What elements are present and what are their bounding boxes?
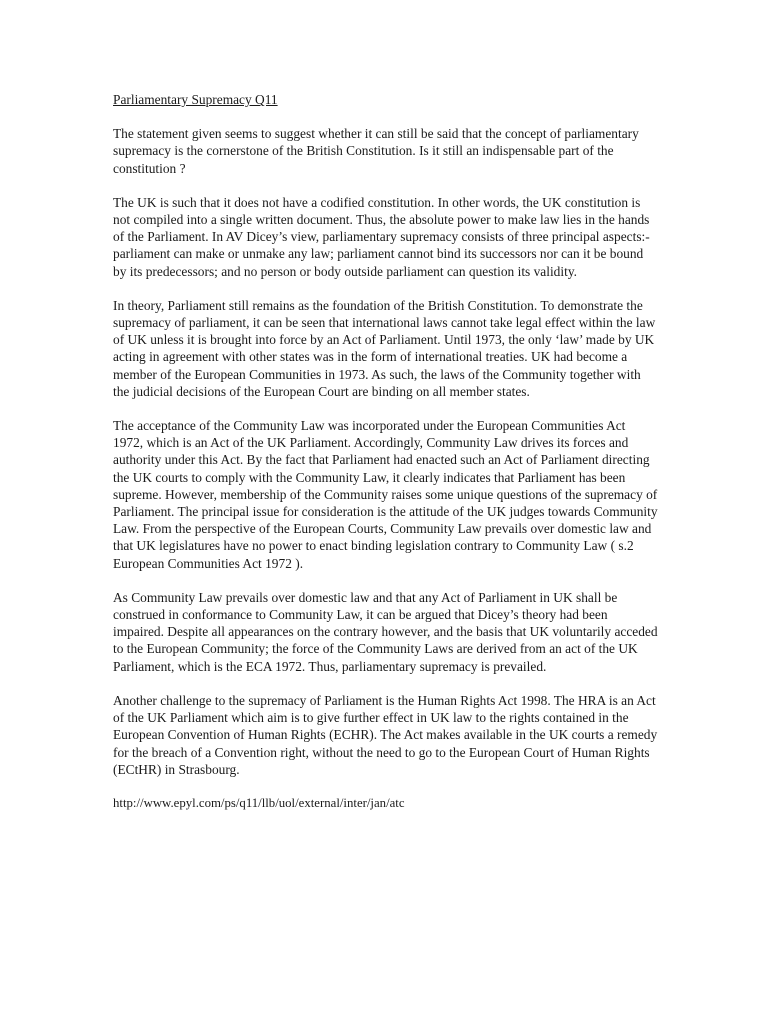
paragraph-dicey-view: The UK is such that it does not have a codified constitution. In other words, the UK constitution is not compiled into a single written document. Thus, the absolute power to make law lies in the hands of the Parliament. In AV Dicey’s view, parliamentary supremacy consists of three principal aspects:- parliament can make or unmake any law; parliament cannot bind its successors nor can it be bound by its predecessors; and no person or body outside parliament can question its validity.	[113, 194, 650, 279]
document-body	[113, 91, 658, 812]
source-url: http://www.epyl.com/ps/q11/llb/uol/external/inter/jan/atc	[113, 795, 405, 810]
paragraph-dicey-impaired: As Community Law prevails over domestic law and that any Act of Parliament in UK shall be construed in conformance to Community Law, it can be argued that Dicey’s theory had been impaired. Despite all appearances on the contrary however, and the basis that UK voluntarily acceded to the European Community; the force of the Community Laws are derived from an act of the UK Parliament, which is the ECA 1972. Thus, parliamentary supremacy is prevailed.	[113, 589, 658, 674]
paragraph-theory: In theory, Parliament still remains as the foundation of the British Constitution. To demonstrate the supremacy of parliament, it can be seen that international laws cannot take legal effect within the law of UK unless it is brought into force by an Act of Parliament. Until 1973, the only ‘law’ made by UK acting in agreement with other states was in the form of international treaties. UK had become a member of the European Communities in 1973. As such, the laws of the Community together with the judicial decisions of the European Court are binding on all member states.	[113, 297, 656, 399]
paragraph-human-rights-act: Another challenge to the supremacy of Parliament is the Human Rights Act 1998. The HRA is an Act of the UK Parliament which aim is to give further effect in UK law to the rights contained in the European Convention of Human Rights (ECHR). The Act makes available in the UK courts a remedy for the breach of a Convention right, without the need to go to the European Court of Human Rights (ECtHR) in Strasbourg.	[113, 692, 658, 777]
paragraph-intro: The statement given seems to suggest whether it can still be said that the concept of parliamentary supremacy is the cornerstone of the British Constitution. Is it still an indispensable part of the constitution ?	[113, 126, 639, 176]
paragraph-community-law: The acceptance of the Community Law was incorporated under the European Communities Act 1972, which is an Act of the UK Parliament. Accordingly, Community Law drives its forces and authority under this Act. By the fact that Parliament had enacted such an Act of Parliament directing the UK courts to comply with the Community Law, it clearly indicates that Parliament has been supreme. However, membership of the Community raises some unique questions of the supremacy of Parliament. The principal issue for consideration is the attitude of the UK judges towards Community Law. From the perspective of the European Courts, Community Law prevails over domestic law and that UK legislatures have no power to enact binding legislation contrary to Community Law ( s.2 European Communities Act 1972 ).	[113, 418, 658, 571]
document-title: Parliamentary Supremacy Q11	[113, 92, 278, 107]
